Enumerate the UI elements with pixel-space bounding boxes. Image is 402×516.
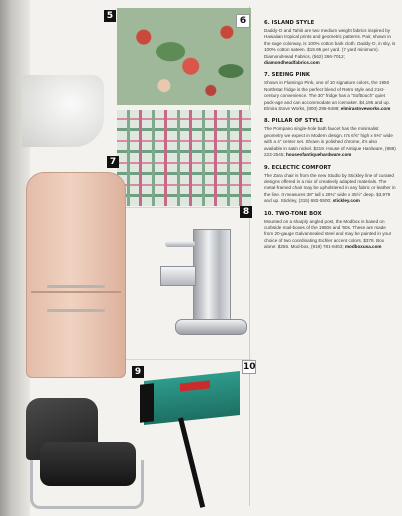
entry-title: 9. ECLECTIC COMFORT xyxy=(264,164,332,171)
image-divider xyxy=(110,359,252,360)
entry-title: 6. ISLAND STYLE xyxy=(264,20,315,26)
item-marker-7: 7 xyxy=(107,156,119,168)
entry-body: Mounted on a sharply angled post, the Modbox is based on curbside mail-boxes of the 1950s and '60s. These are made from 20-gauge Galvannealed steel and may be painted in your choice of two coordinating Eichler accent colors. $378. Box alone: $255. Mod-box, (919) 781-8463; modboxusa.com xyxy=(264,218,392,250)
fridge-handle xyxy=(47,285,105,288)
entry-two-tone-box xyxy=(264,211,396,251)
tropical-fabric-photo xyxy=(117,8,251,105)
entry-title: 8. PILLAR OF STYLE xyxy=(264,118,323,125)
entry-seeing-pink xyxy=(264,72,396,112)
item-marker-8: 8 xyxy=(240,206,252,218)
entry-body: The Pompano single-hole bath faucet has the minimalist geometry we expect in Modern design. It's 6⅝" high x 6⅜" wide with a 4" center set. Shown in polished chrome, it's also available in satin nickel. $219. House of Antique Hardware, (888) 223-2545; houseofantiquehardware.com xyxy=(264,126,396,158)
faucet-base-plate xyxy=(175,319,247,335)
item-marker-5: 5 xyxy=(104,10,116,22)
faucet-lever xyxy=(165,241,195,247)
entry-title: 7. SEEING PINK xyxy=(264,72,311,79)
entry-body: Daddy-O and Tahiti are two medium weight fabrics inspired by Hawaiian tropical prints and geometric patterns. Pair, shown in the sage colorway, is 100% cotton bark cloth. Daddy-O, in sky, is 100% cotton sateen. $19.95 per yard. (7 yard minimum). DiamondHead Fabrics, (562) 266-7012; diamondheadfabrics.com xyxy=(264,28,396,66)
item-marker-10: 10 xyxy=(243,362,256,372)
entry-eclectic-comfort xyxy=(264,165,396,205)
entry-link[interactable]: elmirastoveworks.com xyxy=(340,106,391,112)
faucet-spout xyxy=(160,266,196,286)
item-marker-6: 6 xyxy=(236,14,250,28)
entry-body: Shown in Flamingo Pink, one of 10 signature colors, the 1950 Northstar fridge is the perfect blend of Retro style and 21st-century convenience. The 30" fridge has a "Softtouch" quiet pack-age and can accommodate an icemaker. $4,195 and up. Elmira Stove Works, (800) 295-8498; elmirastoveworks.com xyxy=(264,80,391,112)
mailbox-end-cap xyxy=(140,383,154,422)
item-marker-9: 9 xyxy=(132,366,144,378)
entry-island-style xyxy=(264,20,396,66)
entry-pillar-of-style xyxy=(264,118,396,158)
white-sink-photo xyxy=(22,75,104,147)
entry-link[interactable]: diamondheadfabrics.com xyxy=(264,60,320,66)
product-descriptions xyxy=(264,20,396,257)
entry-link[interactable]: houseofantiquehardware.com xyxy=(285,152,352,158)
retro-fridge-photo xyxy=(26,172,126,378)
entry-body: The Zara chair is from the new Studio by Stickley line of curated designs offered in a mix of creatively adapted materials. The metal-framed chair may be upholstered in any fabric or leather in the line. It measures 38" tall x 29¾" wide x 35½" deep. $3,979 and up. Stickley, (315) 682-5500; stickley.com xyxy=(264,172,396,204)
faucet-photo xyxy=(193,229,231,325)
mailbox-photo xyxy=(144,371,240,425)
geometric-fabric-photo xyxy=(117,110,251,206)
entry-link[interactable]: modboxusa.com xyxy=(344,244,382,250)
image-divider xyxy=(110,207,252,208)
mailbox-post xyxy=(178,417,205,507)
entry-link[interactable]: stickley.com xyxy=(332,198,360,204)
chair-frame xyxy=(30,460,144,509)
entry-title: 10. TWO-TONE BOX xyxy=(264,210,322,217)
